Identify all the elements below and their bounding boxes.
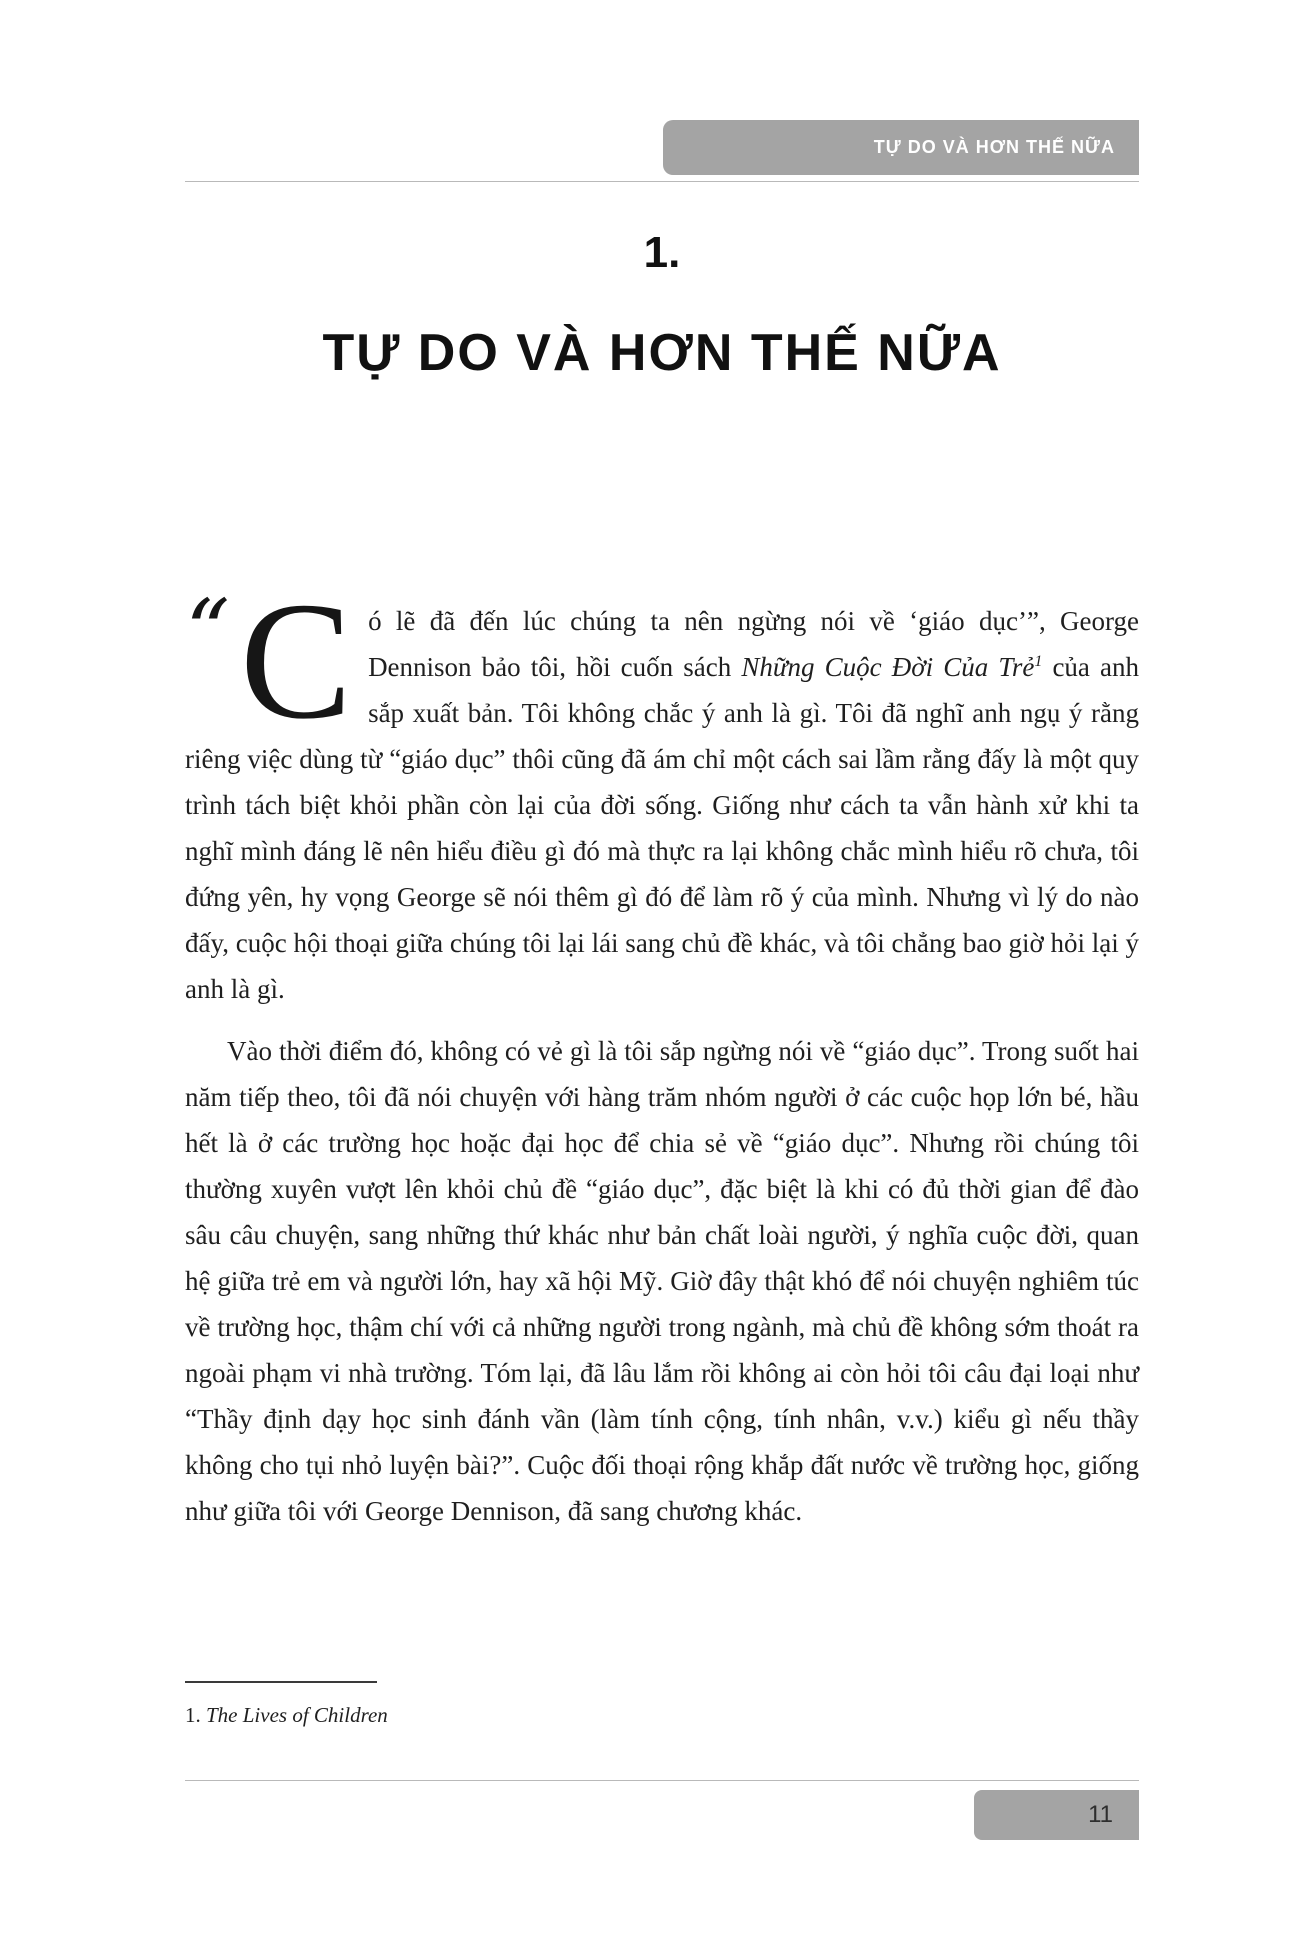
paragraph-2: Vào thời điểm đó, không có vẻ gì là tôi sắp ngừng nói về “giáo dục”. Trong suốt hai năm tiếp theo, tôi đã nói chuyện với hàng trăm nhóm người ở các cuộc họp lớn bé, hầu hết là ở các trường học hoặc đại học để chia sẻ về “giáo dục”. Nhưng rồi chúng tôi thường xuyên vượt lên khỏi chủ đề “giáo dục”, đặc biệt là khi có đủ thời gian để đào sâu câu chuyện, sang những thứ khác như bản chất loài người, ý nghĩa cuộc đời, quan hệ giữa trẻ em và người lớn, hay xã hội Mỹ. Giờ đây thật khó để nói chuyện nghiêm túc về trường học, thậm chí với cả những người trong ngành, mà chủ đề không sớm thoát ra ngoài phạm vi nhà trường. Tóm lại, đã lâu lắm rồi không ai còn hỏi tôi câu đại loại như “Thầy định dạy học sinh đánh vần (làm tính cộng, tính nhân, v.v.) kiểu gì nếu thầy không cho tụi nhỏ luyện bài?”. Cuộc đối thoại rộng khắp đất nước về trường học, giống như giữa tôi với George Dennison, đã sang chương khác. bbox=[185, 1036, 1139, 1526]
footnote-marker: 1. bbox=[185, 1703, 206, 1727]
footnote-reference: 1 bbox=[1034, 653, 1043, 670]
header-rule bbox=[185, 181, 1139, 182]
footnote-separator bbox=[185, 1681, 377, 1683]
dropcap-group bbox=[185, 568, 353, 754]
footer-rule bbox=[185, 1780, 1139, 1781]
page-number-tab bbox=[974, 1790, 1139, 1840]
book-title-italic: Những Cuộc Đời Của Trẻ bbox=[741, 652, 1035, 682]
chapter-title: TỰ DO VÀ HƠN THẾ NỮA bbox=[322, 324, 1002, 382]
body-text bbox=[185, 568, 1139, 1534]
running-header-title: TỰ DO VÀ HƠN THẾ NỮA bbox=[873, 137, 1115, 157]
page-number: 11 bbox=[1088, 1801, 1113, 1828]
chapter-number: 1. bbox=[643, 228, 681, 277]
paragraph-1-text-b: của anh sắp xuất bản. Tôi không chắc ý anh là gì. Tôi đã nghĩ anh ngụ ý rằng riêng việc dùng từ “giáo dục” thôi cũng đã ám chỉ một cách sai lầm rằng đấy là một quy trình tách biệt khỏi phần còn lại của đời sống. Giống như cách ta vẫn hành xử khi ta nghĩ mình đáng lẽ nên hiểu điều gì đó mà thực ra lại không chắc mình hiểu rõ chưa, tôi đứng yên, hy vọng George sẽ nói thêm gì đó để làm rõ ý của mình. Nhưng vì lý do nào đấy, cuộc hội thoại giữa chúng tôi lại lái sang chủ đề khác, và tôi chẳng bao giờ hỏi lại ý anh là gì. bbox=[185, 652, 1139, 1004]
footnote bbox=[185, 1700, 1139, 1730]
paragraph-1 bbox=[185, 568, 1139, 1012]
paragraph-1-text-a: ó lẽ đã đến lúc chúng ta nên ngừng nói về ‘giáo dục’”, George Dennison bảo tôi, hồi cuốn sách bbox=[368, 606, 1139, 682]
footnote-title: The Lives of Children bbox=[206, 1703, 388, 1727]
running-header-tab bbox=[663, 120, 1139, 175]
open-quote-mark: “ bbox=[185, 580, 230, 683]
drop-cap-letter: C bbox=[240, 568, 353, 754]
